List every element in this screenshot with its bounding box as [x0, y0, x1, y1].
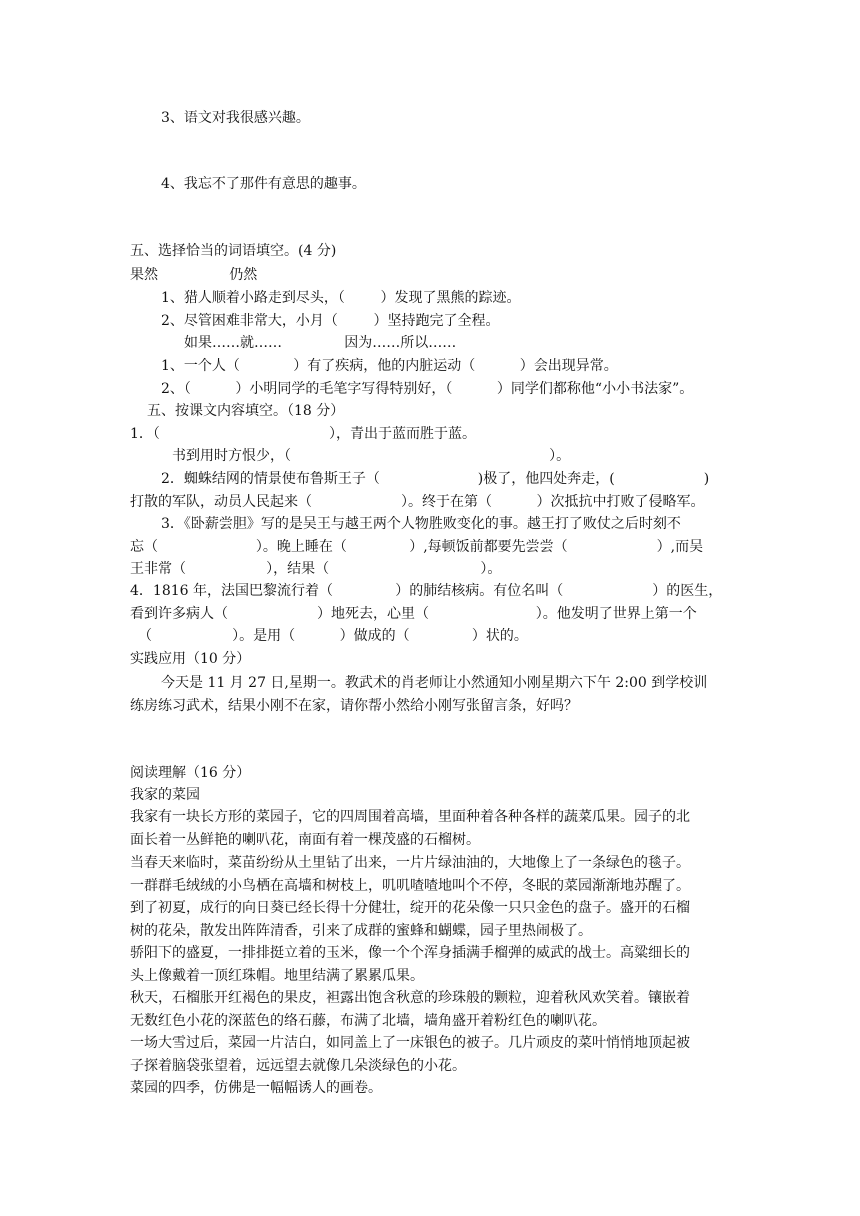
text-fill-item-2: 2．蜘蛛结网的情景使布鲁斯王子（ )极了，他四处奔走，( ) [161, 471, 710, 487]
reading-paragraph-line: 一场大雪过后，菜园一片洁白，如同盖上了一床银色的被子。几片顽皮的菜叶悄悄地顶起被 [130, 1035, 690, 1051]
reading-paragraph-line: 秋天，石榴胀开红褐色的果皮，袒露出饱含秋意的珍珠般的颗粒，迎着秋风欢笑着。镶嵌着 [130, 990, 690, 1006]
text-fill-item-4-cont: 看到许多病人（ ）地死去，心里（ ）。他发明了世界上第一个 [130, 606, 697, 622]
text-fill-item-3-cont: 忘（ ）。晚上睡在（ ）,每顿饭前都要先尝尝（ ）,而吴 [130, 539, 704, 555]
reading-paragraph-line: 头上像戴着一顶红珠帽。地里结满了累累瓜果。 [130, 968, 424, 984]
reading-paragraph-line: 面长着一丛鲜艳的喇叭花，南面有着一棵茂盛的石榴树。 [130, 832, 480, 848]
text-fill-item-4-cont: （ ）。是用（ ）做成的（ ）状的。 [138, 628, 528, 644]
reading-paragraph-line: 到了初夏，成行的向日葵已经长得十分健壮，绽开的花朵像一只只金色的盘子。盛开的石榴 [130, 900, 690, 916]
reading-paragraph-line: 一群群毛绒绒的小鸟栖在高墙和树枝上，叽叽喳喳地叫个不停，冬眠的菜园渐渐地苏醒了。 [130, 878, 690, 894]
section-heading-practice: 实践应用（10 分） [130, 651, 251, 667]
text-fill-item-4: 4．1816 年，法国巴黎流行着（ ）的肺结核病。有位名叫（ ）的医生， [130, 583, 723, 599]
reading-paragraph-line: 当春天来临时，菜苗纷纷从土里钻了出来，一片片绿油油的，大地像上了一条绿色的毯子。 [130, 855, 690, 871]
sentence-4: 4、我忘不了那件有意思的趣事。 [161, 176, 366, 192]
word-choice-item: 2、尽管困难非常大，小月（ ）坚持跑完了全程。 [161, 313, 500, 329]
text-fill-item-2-cont: 打散的军队，动员人民起来（ ）。终于在第（ ）次抵抗中打败了侵略军。 [130, 494, 705, 510]
reading-paragraph-line: 树的花朵，散发出阵阵清香，引来了成群的蜜蜂和蝴蝶，园子里热闹极了。 [130, 923, 592, 939]
reading-paragraph-line: 菜园的四季，仿佛是一幅幅诱人的画卷。 [130, 1080, 382, 1096]
reading-paragraph-line: 骄阳下的盛夏，一排排挺立着的玉米，像一个个浑身插满手榴弹的威武的战士。高粱细长的 [130, 945, 690, 961]
practice-prompt: 今天是 11 月 27 日,星期一。教武术的肖老师让小然通知小刚星期六下午 2:00 到学校训 [161, 675, 708, 691]
word-choice-item: 2、（ ）小明同学的毛笔字写得特别好，（ ）同学们都称他“小小书法家”。 [161, 381, 694, 397]
reading-title: 我家的菜园 [130, 787, 200, 803]
word-choice-options-1: 果然 仍然 [130, 267, 258, 283]
word-choice-options-2: 如果……就…… 因为……所以…… [184, 335, 457, 351]
sentence-3: 3、语文对我很感兴趣。 [161, 110, 310, 126]
section-heading-text-fill: 五、按课文内容填空。（18 分） [147, 403, 345, 419]
reading-paragraph-line: 无数红色小花的深蓝色的络石藤，布满了北墙，墙角盛开着粉红色的喇叭花。 [130, 1013, 606, 1029]
section-heading-reading: 阅读理解（16 分） [130, 765, 251, 781]
reading-paragraph-line: 我家有一块长方形的菜园子，它的四周围着高墙，里面种着各种各样的蔬菜瓜果。园子的北 [130, 809, 690, 825]
word-choice-item: 1、一个人（ ）有了疾病，他的内脏运动（ ）会出现异常。 [161, 358, 618, 374]
text-fill-item-3-cont: 王非常（ ），结果（ ）。 [130, 561, 502, 577]
section-heading-word-choice: 五、选择恰当的词语填空。(4 分) [130, 243, 337, 259]
text-fill-item-3: 3．《卧薪尝胆》写的是吴王与越王两个人物胜败变化的事。越王打了败仗之后时刻不 [161, 516, 681, 532]
practice-prompt-cont: 练房练习武术，结果小刚不在家，请你帮小然给小刚写张留言条，好吗？ [130, 698, 578, 714]
text-fill-item-1b: 书到用时方恨少，（ ）。 [172, 448, 571, 464]
text-fill-item-1: 1．（ ），青出于蓝而胜于蓝。 [130, 426, 477, 442]
word-choice-item: 1、猎人顺着小路走到尽头，（ ）发现了黑熊的踪迹。 [161, 290, 521, 306]
reading-paragraph-line: 子探着脑袋张望着，远远望去就像几朵淡绿色的小花。 [130, 1058, 466, 1074]
